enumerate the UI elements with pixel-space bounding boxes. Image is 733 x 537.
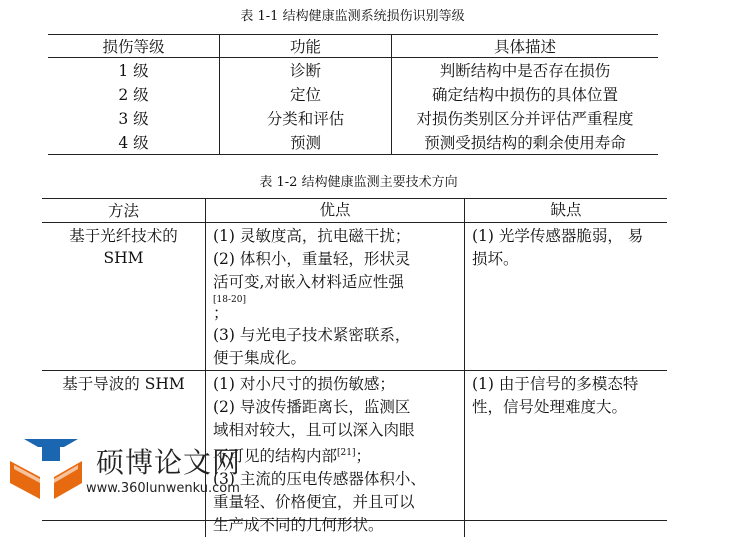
table-continuation-line xyxy=(42,520,667,521)
damage-level-table xyxy=(48,34,658,155)
table-row xyxy=(48,106,658,130)
citation: [18-20] xyxy=(213,294,464,306)
cell-description: 判断结构中是否存在损伤 xyxy=(392,58,659,83)
method-line: SHM xyxy=(42,247,205,269)
cell-level: 3 级 xyxy=(48,106,220,130)
header-description: 具体描述 xyxy=(392,35,659,58)
pros-line: 活可变,对嵌入材料适应性强 xyxy=(213,271,464,294)
pros-line: 便于集成化。 xyxy=(213,347,464,370)
cell-description: 预测受损结构的剩余使用寿命 xyxy=(392,130,659,155)
cons-line: 性，信号处理难度大。 xyxy=(472,396,667,419)
pros-line: (3) 主流的压电传感器体积小、 xyxy=(213,468,464,491)
header-method: 方法 xyxy=(42,199,206,223)
pros-line: 生产成不同的几何形状。 xyxy=(213,514,464,537)
cell-pros xyxy=(206,223,465,371)
pros-text: 不可见的结构内部 xyxy=(213,447,337,465)
cell-cons xyxy=(465,223,668,371)
header-function: 功能 xyxy=(220,35,392,58)
cell-cons xyxy=(465,371,668,537)
pros-line: ； xyxy=(213,306,464,320)
table-header-row xyxy=(48,35,658,58)
table-row xyxy=(48,82,658,106)
table-row xyxy=(48,130,658,155)
table-row xyxy=(48,58,658,83)
cell-function: 分类和评估 xyxy=(220,106,392,130)
pros-line: (1) 对小尺寸的损伤敏感； xyxy=(213,373,464,396)
cell-function: 预测 xyxy=(220,130,392,155)
cons-line: (1) 光学传感器脆弱， 易 xyxy=(472,225,667,248)
method-line: 基于导波的 SHM xyxy=(42,373,205,395)
cell-function: 诊断 xyxy=(220,58,392,83)
table2-caption: 表 1-2 结构健康监测主要技术方向 xyxy=(0,171,725,190)
table1-caption: 表 1-1 结构健康监测系统损伤识别等级 xyxy=(0,5,719,24)
pros-line: (2) 导波传播距离长，监测区 xyxy=(213,396,464,419)
cell-level: 1 级 xyxy=(48,58,220,83)
watermark-url: www.360lunwenku.com xyxy=(86,481,240,496)
cell-description: 确定结构中损伤的具体位置 xyxy=(392,82,659,106)
pros-line: (3) 与光电子技术紧密联系， xyxy=(213,324,464,347)
cell-function: 定位 xyxy=(220,82,392,106)
header-damage-level: 损伤等级 xyxy=(48,35,220,58)
citation: [21] xyxy=(337,448,355,458)
cons-line: (1) 由于信号的多模态特 xyxy=(472,373,667,396)
pros-line: 域相对较大，且可以深入肉眼 xyxy=(213,419,464,442)
table-row xyxy=(42,223,667,371)
cons-line: 损坏。 xyxy=(472,248,667,271)
watermark-title: 硕博论文网 xyxy=(96,441,241,481)
pros-line: (1) 灵敏度高，抗电磁干扰； xyxy=(213,225,464,248)
cell-level: 4 级 xyxy=(48,130,220,155)
header-cons: 缺点 xyxy=(465,199,668,223)
pros-line: (2) 体积小，重量轻，形状灵 xyxy=(213,248,464,271)
cell-description: 对损伤类别区分并评估严重程度 xyxy=(392,106,659,130)
cell-level: 2 级 xyxy=(48,82,220,106)
pros-line: 重量轻、价格便宜，并且可以 xyxy=(213,491,464,514)
method-line: 基于光纤技术的 xyxy=(42,225,205,247)
table-header-row xyxy=(42,199,667,223)
pros-text: ； xyxy=(356,447,372,465)
cell-method xyxy=(42,223,206,371)
header-pros: 优点 xyxy=(206,199,465,223)
